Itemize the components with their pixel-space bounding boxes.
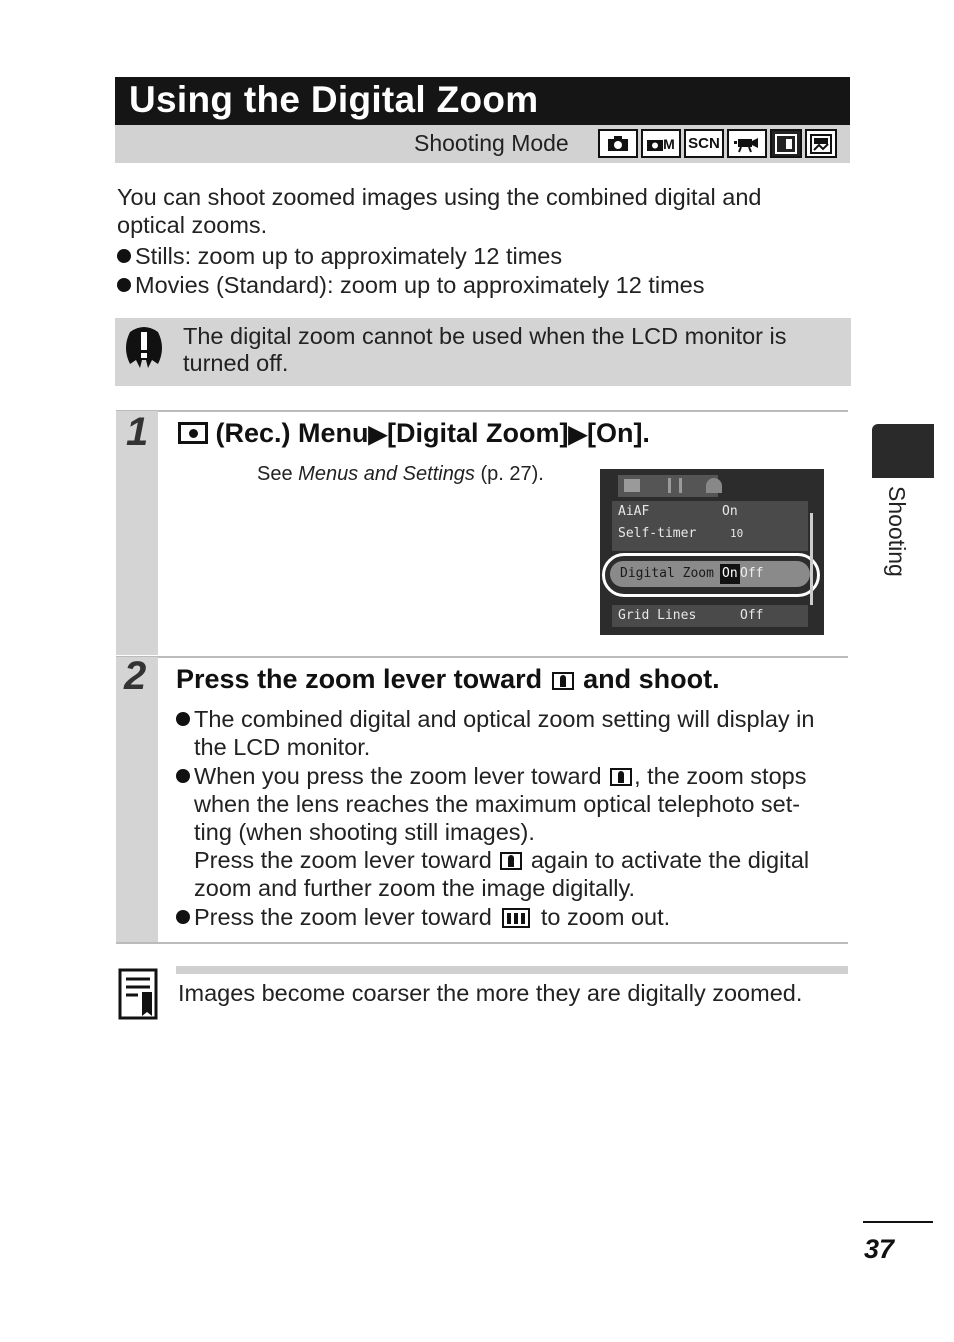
camera-m-icon (641, 129, 681, 158)
arrow-right-icon: ▶ (368, 421, 387, 448)
lcd-setup-tab-icon (668, 478, 682, 493)
bullet-text: Press the zoom lever toward (194, 904, 492, 930)
step-2-sidebar (116, 657, 158, 942)
see-menus-reference (257, 463, 544, 486)
step-2-heading-b: and shoot. (583, 664, 720, 694)
lcd-scrollbar (810, 513, 813, 605)
caution-icon (124, 324, 164, 370)
bullet-text: ting (when shooting still images). (194, 819, 535, 845)
bullet-text: again to activate the digital (530, 847, 810, 873)
bullet-text: to zoom out. (540, 904, 671, 930)
scn-icon (684, 129, 724, 158)
bullet-dot (176, 910, 190, 924)
bullet-text-line (176, 846, 846, 874)
intro-bullet-text: Stills: zoom up to approximately 12 times (135, 243, 563, 269)
lcd-value-on: On (720, 564, 740, 584)
bullet-text: When you press the zoom lever toward (194, 763, 602, 789)
bullet-dot (117, 278, 131, 292)
cm-icon (770, 129, 802, 158)
telephoto-icon (500, 852, 522, 870)
step-1-heading (178, 418, 650, 449)
see-suffix: (p. 27). (474, 463, 544, 485)
shooting-mode-label: Shooting Mode (414, 130, 569, 156)
lcd-value-off: Off (740, 566, 764, 581)
lcd-row-digital-zoom (612, 564, 808, 584)
step-2-heading (176, 664, 720, 695)
step-2-rule (116, 656, 848, 658)
warning-text (183, 322, 843, 378)
bullet-text: when the lens reaches the maximum optical telephoto set- (194, 791, 801, 817)
step-2-heading-a: Press the zoom lever toward (176, 664, 543, 694)
bullet-text: zoom and further zoom the image digitally. (194, 875, 636, 901)
lcd-value: Off (740, 608, 764, 623)
lcd-value: 10 (730, 527, 744, 540)
bullet-dot (176, 712, 190, 726)
chapter-label: Shooting (884, 486, 910, 577)
lcd-label: AiAF (618, 504, 650, 519)
scn-text: SCN (688, 135, 720, 152)
see-prefix: See (257, 463, 299, 485)
see-italic: Menus and Settings (298, 463, 475, 485)
lcd-value: On (722, 504, 738, 519)
warning-line-2: turned off. (183, 350, 289, 376)
chapter-tab (872, 424, 934, 478)
bullet-dot (117, 249, 131, 263)
lcd-mycolor-tab-icon (706, 478, 722, 493)
stitch-icon (805, 129, 837, 158)
step-1-heading-b: [Digital Zoom] (387, 418, 569, 448)
lcd-label: Grid Lines (618, 608, 697, 623)
step-1-rule (116, 410, 848, 412)
intro-bullet-text: Movies (Standard): zoom up to approximately 12 times (135, 272, 705, 298)
intro-line-2: optical zooms. (117, 212, 268, 238)
intro-bullet (117, 271, 704, 300)
lcd-label: Digital Zoom (620, 566, 714, 581)
telephoto-icon (552, 672, 574, 690)
lcd-row-selftimer (612, 524, 808, 544)
telephoto-icon (610, 768, 632, 786)
step-2-bullet-2 (176, 762, 846, 902)
note-divider (176, 966, 848, 974)
intro-line-1: You can shoot zoomed images using the combined digital and (117, 184, 762, 210)
rec-menu-icon (178, 422, 208, 444)
step-1-number: 1 (126, 410, 149, 454)
lcd-menu-screenshot (600, 469, 824, 635)
m-letter: M (663, 135, 675, 152)
note-text: Images become coarser the more they are digitally zoomed. (178, 980, 803, 1006)
step-2-bottom-rule (116, 942, 848, 944)
page-title: Using the Digital Zoom (129, 79, 539, 120)
movie-icon (727, 129, 767, 158)
step-2-number: 2 (124, 654, 147, 698)
warning-line-1: The digital zoom cannot be used when the LCD monitor is (183, 323, 787, 349)
note-icon (118, 968, 160, 1025)
lcd-row-aiaf (612, 502, 808, 522)
page-number-rule (863, 1221, 933, 1223)
bullet-dot (176, 769, 190, 783)
arrow-right-icon: ▶ (568, 421, 587, 448)
bullet-text: , the zoom stops (634, 763, 807, 789)
step-2-bullet-3 (176, 903, 846, 931)
intro-bullet (117, 242, 562, 271)
lcd-label: Self-timer (618, 526, 697, 541)
lcd-row-grid-lines (612, 606, 808, 626)
wide-angle-icon (502, 908, 530, 928)
step-1-heading-a: (Rec.) Menu (215, 418, 369, 448)
bullet-text: the LCD monitor. (194, 734, 371, 760)
page-number: 37 (864, 1234, 895, 1264)
bullet-text: Press the zoom lever toward (194, 847, 492, 873)
bullet-text: The combined digital and optical zoom setting will display in (194, 706, 815, 732)
step-2-bullet-1 (176, 705, 846, 761)
lcd-camera-tab-icon (624, 479, 640, 492)
step-1-heading-c: [On]. (586, 418, 650, 448)
camera-icon (598, 129, 638, 158)
